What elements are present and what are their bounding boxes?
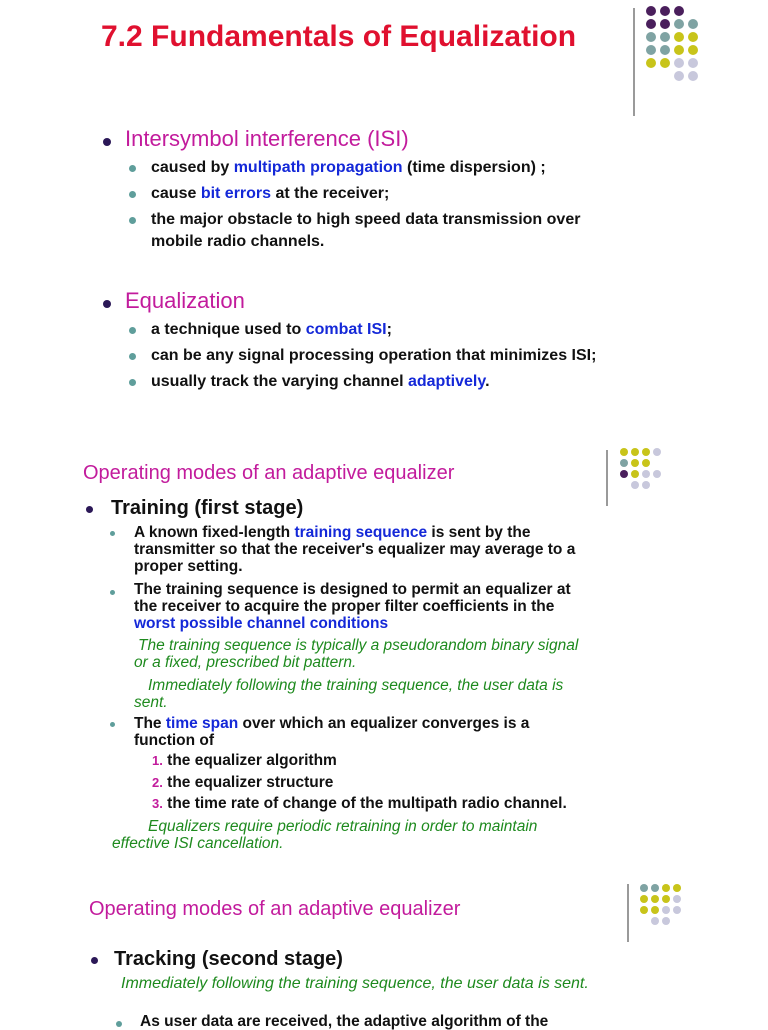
tracking-bullet-1: As user data are received, the adaptive algorithm of the bbox=[140, 1013, 549, 1030]
sub-bullet-dot bbox=[129, 353, 136, 360]
bullet-dot bbox=[86, 506, 93, 513]
sub-bullet-dot bbox=[129, 165, 136, 172]
training-bullet-2: The training sequence is designed to permit an equalizer at the receiver to acquire the proper filter coefficients in the worst possible channel conditions bbox=[134, 581, 571, 632]
section-heading: Operating modes of an adaptive equalizer bbox=[89, 898, 461, 920]
training-note-2: Immediately following the training sequence, the user data is sent. bbox=[134, 677, 564, 711]
bullet-dot bbox=[103, 138, 111, 146]
slide-title: 7.2 Fundamentals of Equalization bbox=[101, 20, 577, 53]
factor-item: 3. the time rate of change of the multipath radio channel. bbox=[152, 795, 567, 812]
equalization-heading: Equalization bbox=[125, 288, 245, 313]
decor-dot-grid bbox=[620, 448, 664, 492]
sub-bullet-dot bbox=[129, 191, 136, 198]
sub-bullet-dot bbox=[116, 1021, 122, 1027]
training-bullet-3: The time span over which an equalizer converges is a function of bbox=[134, 715, 530, 749]
training-note-1: The training sequence is typically a pseudorandom binary signal or a fixed, prescribed bit pattern. bbox=[134, 637, 579, 671]
isi-bullet-3: the major obstacle to high speed data transmission over mobile radio channels. bbox=[151, 211, 581, 250]
isi-bullet-2: cause bit errors at the receiver; bbox=[151, 185, 390, 202]
section-heading: Operating modes of an adaptive equalizer bbox=[83, 462, 455, 484]
training-note-3: Equalizers require periodic retraining in order to maintain effective ISI cancellation. bbox=[112, 818, 538, 852]
tracking-note: Immediately following the training sequence, the user data is sent. bbox=[121, 975, 589, 992]
factor-item: 1. the equalizer algorithm bbox=[152, 752, 337, 769]
decor-divider bbox=[606, 450, 608, 506]
isi-bullet-1: caused by multipath propagation (time dispersion) ; bbox=[151, 159, 546, 176]
decor-dot-grid bbox=[640, 884, 684, 928]
equalization-bullet-3: usually track the varying channel adaptively. bbox=[151, 373, 490, 390]
isi-heading: Intersymbol interference (ISI) bbox=[125, 126, 409, 151]
bullet-dot bbox=[91, 957, 98, 964]
sub-bullet-dot bbox=[129, 327, 136, 334]
decor-divider bbox=[633, 8, 635, 116]
sub-bullet-dot bbox=[129, 217, 136, 224]
factor-list bbox=[152, 752, 567, 812]
sub-bullet-dot bbox=[110, 722, 115, 727]
sub-bullet-dot bbox=[129, 379, 136, 386]
decor-divider bbox=[627, 884, 629, 942]
tracking-heading: Tracking (second stage) bbox=[114, 948, 343, 970]
sub-bullet-dot bbox=[110, 531, 115, 536]
factor-item: 2. the equalizer structure bbox=[152, 773, 334, 791]
sub-bullet-dot bbox=[110, 590, 115, 595]
training-heading: Training (first stage) bbox=[111, 497, 304, 519]
decor-dot-grid bbox=[646, 6, 702, 84]
equalization-bullet-1: a technique used to combat ISI; bbox=[151, 321, 392, 338]
training-bullet-1: A known fixed-length training sequence is sent by the transmitter so that the receiver's equalizer may average to a proper setting. bbox=[134, 524, 576, 575]
bullet-dot bbox=[103, 300, 111, 308]
equalization-bullet-2: can be any signal processing operation that minimizes ISI; bbox=[151, 347, 597, 364]
